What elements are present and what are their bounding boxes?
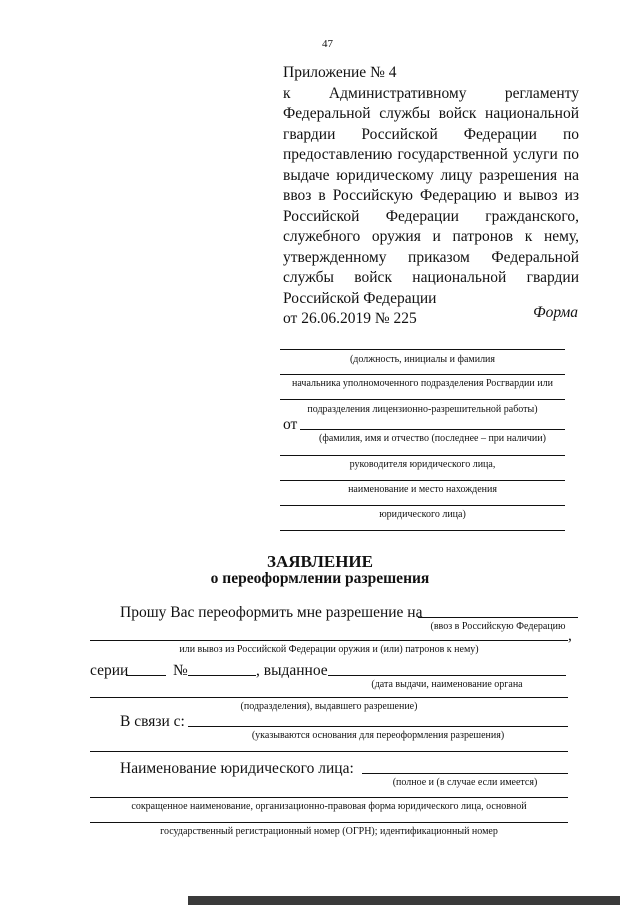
addressee-caption-6: наименование и место нахождения [348, 484, 497, 495]
issued-label: , выданное [256, 662, 328, 679]
caption-short-name: сокращенное наименование, организационно-правовая форма юридического лица, основной [131, 801, 527, 812]
appendix-line: Приложение № 4 [283, 64, 397, 81]
caption-ogrn: государственный регистрационный номер (ОГРН); идентификационный номер [160, 826, 498, 837]
caption-reason: (указываются основания для переоформления разрешения) [251, 730, 505, 741]
addressee-line-7[interactable] [280, 530, 565, 531]
appendix-line: к Административному регламенту [283, 84, 579, 102]
addressee-line-5[interactable] [280, 480, 565, 481]
addressee-caption-1: (должность, инициалы и фамилия [349, 354, 496, 365]
page-number: 47 [322, 38, 333, 50]
series-label: серии [90, 662, 129, 679]
appendix-line: службы войск национальной гвардии [283, 269, 579, 286]
addressee-caption-5: руководителя юридического лица, [349, 459, 496, 470]
appendix-line: утвержденному приказом Федеральной [283, 248, 579, 266]
addressee-caption-4: (фамилия, имя и отчество (последнее – при наличии) [319, 433, 546, 444]
caption-import: (ввоз в Российскую Федерацию [430, 621, 566, 632]
applicant-name-line[interactable] [300, 429, 565, 430]
series-input[interactable] [126, 675, 166, 676]
scan-edge [188, 896, 620, 905]
caption-full-name: (полное и (в случае если имеется) [392, 777, 538, 788]
number-label: № [173, 662, 188, 679]
from-prefix: от [283, 416, 298, 433]
addressee-caption-2: начальника уполномоченного подразделения Росгвардии или [292, 378, 553, 389]
legal-name-line-2[interactable] [90, 797, 568, 798]
appendix-line: Российской Федерации гражданского, [283, 207, 579, 225]
legal-name-input[interactable] [362, 773, 568, 774]
caption-export: или вывоз из Российской Федерации оружия и (или) патронов к нему) [179, 644, 479, 655]
permit-type-line-2[interactable] [90, 640, 568, 641]
appendix-line: Российской Федерации [283, 289, 437, 307]
appendix-line: Федеральной службы войск национальной [283, 105, 579, 122]
number-input[interactable] [188, 675, 256, 676]
appendix-line: гвардии Российской Федерации по [283, 125, 579, 143]
addressee-line-1[interactable] [280, 349, 565, 350]
appendix-line: ввоз в Российскую Федерацию и вывоз из [283, 187, 579, 204]
addressee-line-2[interactable] [280, 374, 565, 375]
request-text: Прошу Вас переоформить мне разрешение на [120, 604, 423, 621]
issue-date-input[interactable] [328, 675, 566, 676]
appendix-line: служебного оружия и патронов к нему, [283, 228, 579, 245]
legal-name-label: Наименование юридического лица: [120, 760, 354, 777]
addressee-caption-3: подразделения лицензионно-разрешительной работы) [307, 404, 538, 415]
document-subtitle: о переоформлении разрешения [210, 570, 430, 587]
form-label: Форма [533, 304, 578, 321]
issuer-line[interactable] [90, 697, 568, 698]
appendix-line: выдаче юридическому лицу разрешения на [283, 166, 579, 184]
reason-input[interactable] [188, 726, 568, 727]
reason-line-2[interactable] [90, 751, 568, 752]
caption-issue-date: (дата выдачи, наименование органа [371, 679, 523, 690]
document-title: ЗАЯВЛЕНИЕ [266, 552, 373, 571]
appendix-block [283, 63, 579, 330]
reason-label: В связи с: [120, 713, 185, 730]
appendix-line: от 26.06.2019 № 225 [283, 310, 417, 327]
appendix-line: предоставлению государственной услуги по [283, 146, 579, 163]
comma: , [568, 627, 572, 644]
addressee-caption-7: юридического лица) [379, 509, 466, 520]
permit-type-line[interactable] [418, 617, 578, 618]
addressee-line-6[interactable] [280, 505, 565, 506]
addressee-line-4[interactable] [280, 455, 565, 456]
addressee-line-3[interactable] [280, 399, 565, 400]
caption-issuer: (подразделения), выдавшего разрешение) [240, 701, 418, 712]
legal-name-line-3[interactable] [90, 822, 568, 823]
